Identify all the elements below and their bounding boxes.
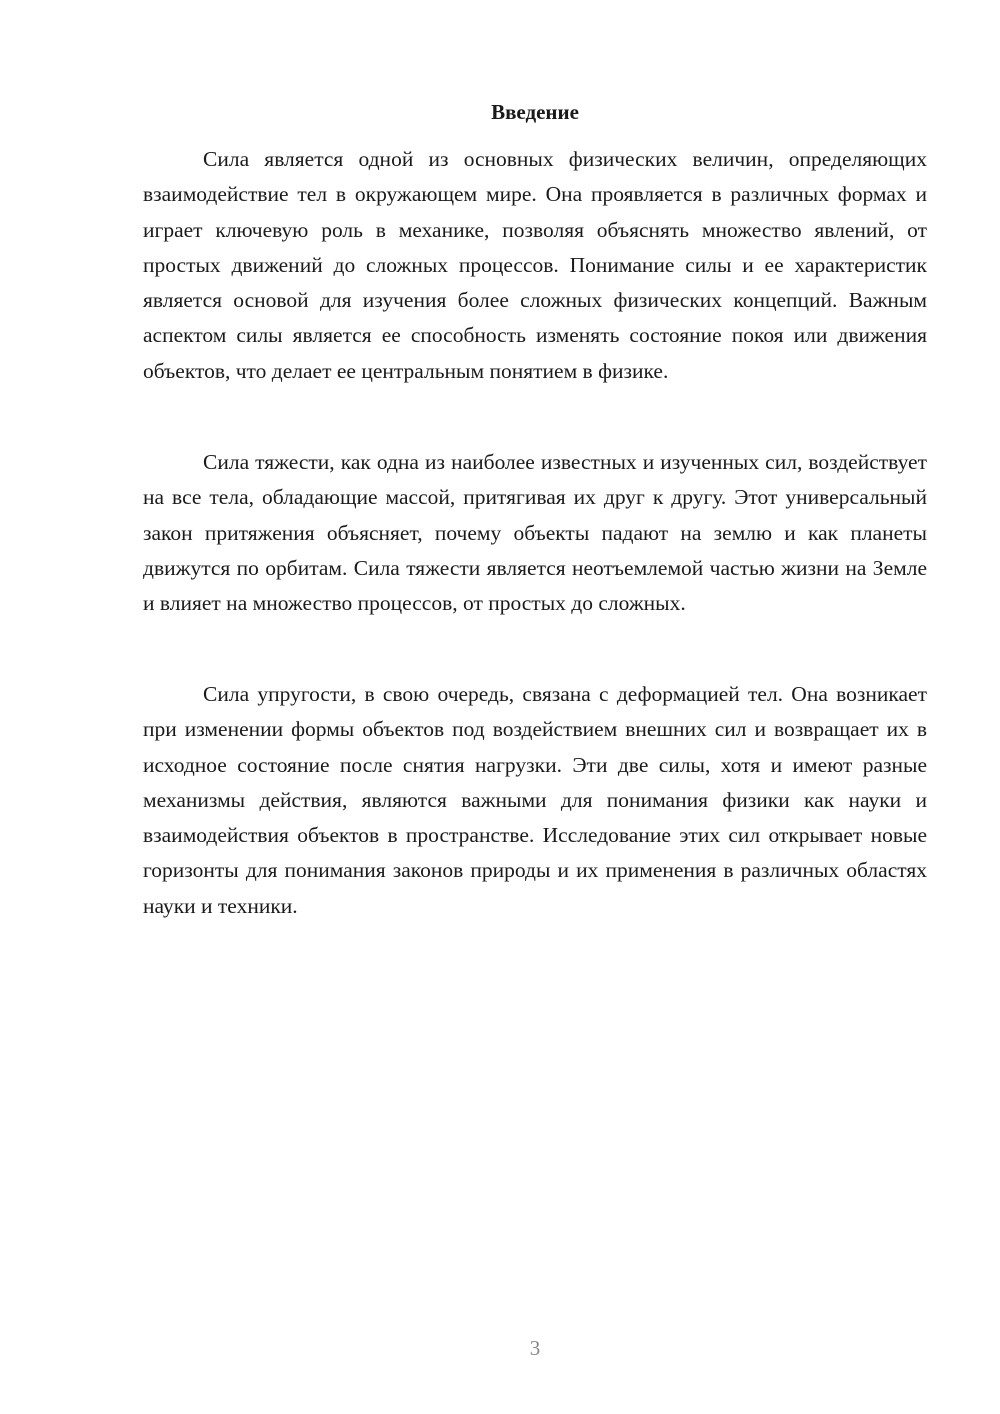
section-heading: Введение (491, 100, 579, 124)
page-number: 3 (529, 1336, 541, 1360)
paragraph-intro: Сила является одной из основных физических величин, определяющих взаимодействие тел в окружающем мире. Она проявляется в различных формах и играет ключевую роль в механике, позволяя объяснять множество явлений, от простых движений до сложных процессов. Понимание силы и ее характеристик является основой для изучения более сложных физических концепций. Важным аспектом силы является ее способность изменять состояние покоя или движения объектов, что делает ее центральным понятием в физике. (143, 147, 927, 383)
paragraph-elasticity: Сила упругости, в свою очередь, связана с деформацией тел. Она возникает при изменении формы объектов под воздействием внешних сил и возвращает их в исходное состояние после снятия нагрузки. Эти две силы, хотя и имеют разные механизмы действия, являются важными для понимания физики как науки и взаимодействия объектов в пространстве. Исследование этих сил открывает новые горизонты для понимания законов природы и их применения в различных областях науки и техники. (143, 682, 927, 918)
paragraph-gravity: Сила тяжести, как одна из наиболее известных и изученных сил, воздействует на все тела, обладающие массой, притягивая их друг к другу. Этот универсальный закон притяжения объясняет, почему объекты падают на землю и как планеты движутся по орбитам. Сила тяжести является неотъемлемой частью жизни на Земле и влияет на множество процессов, от простых до сложных. (143, 450, 927, 616)
